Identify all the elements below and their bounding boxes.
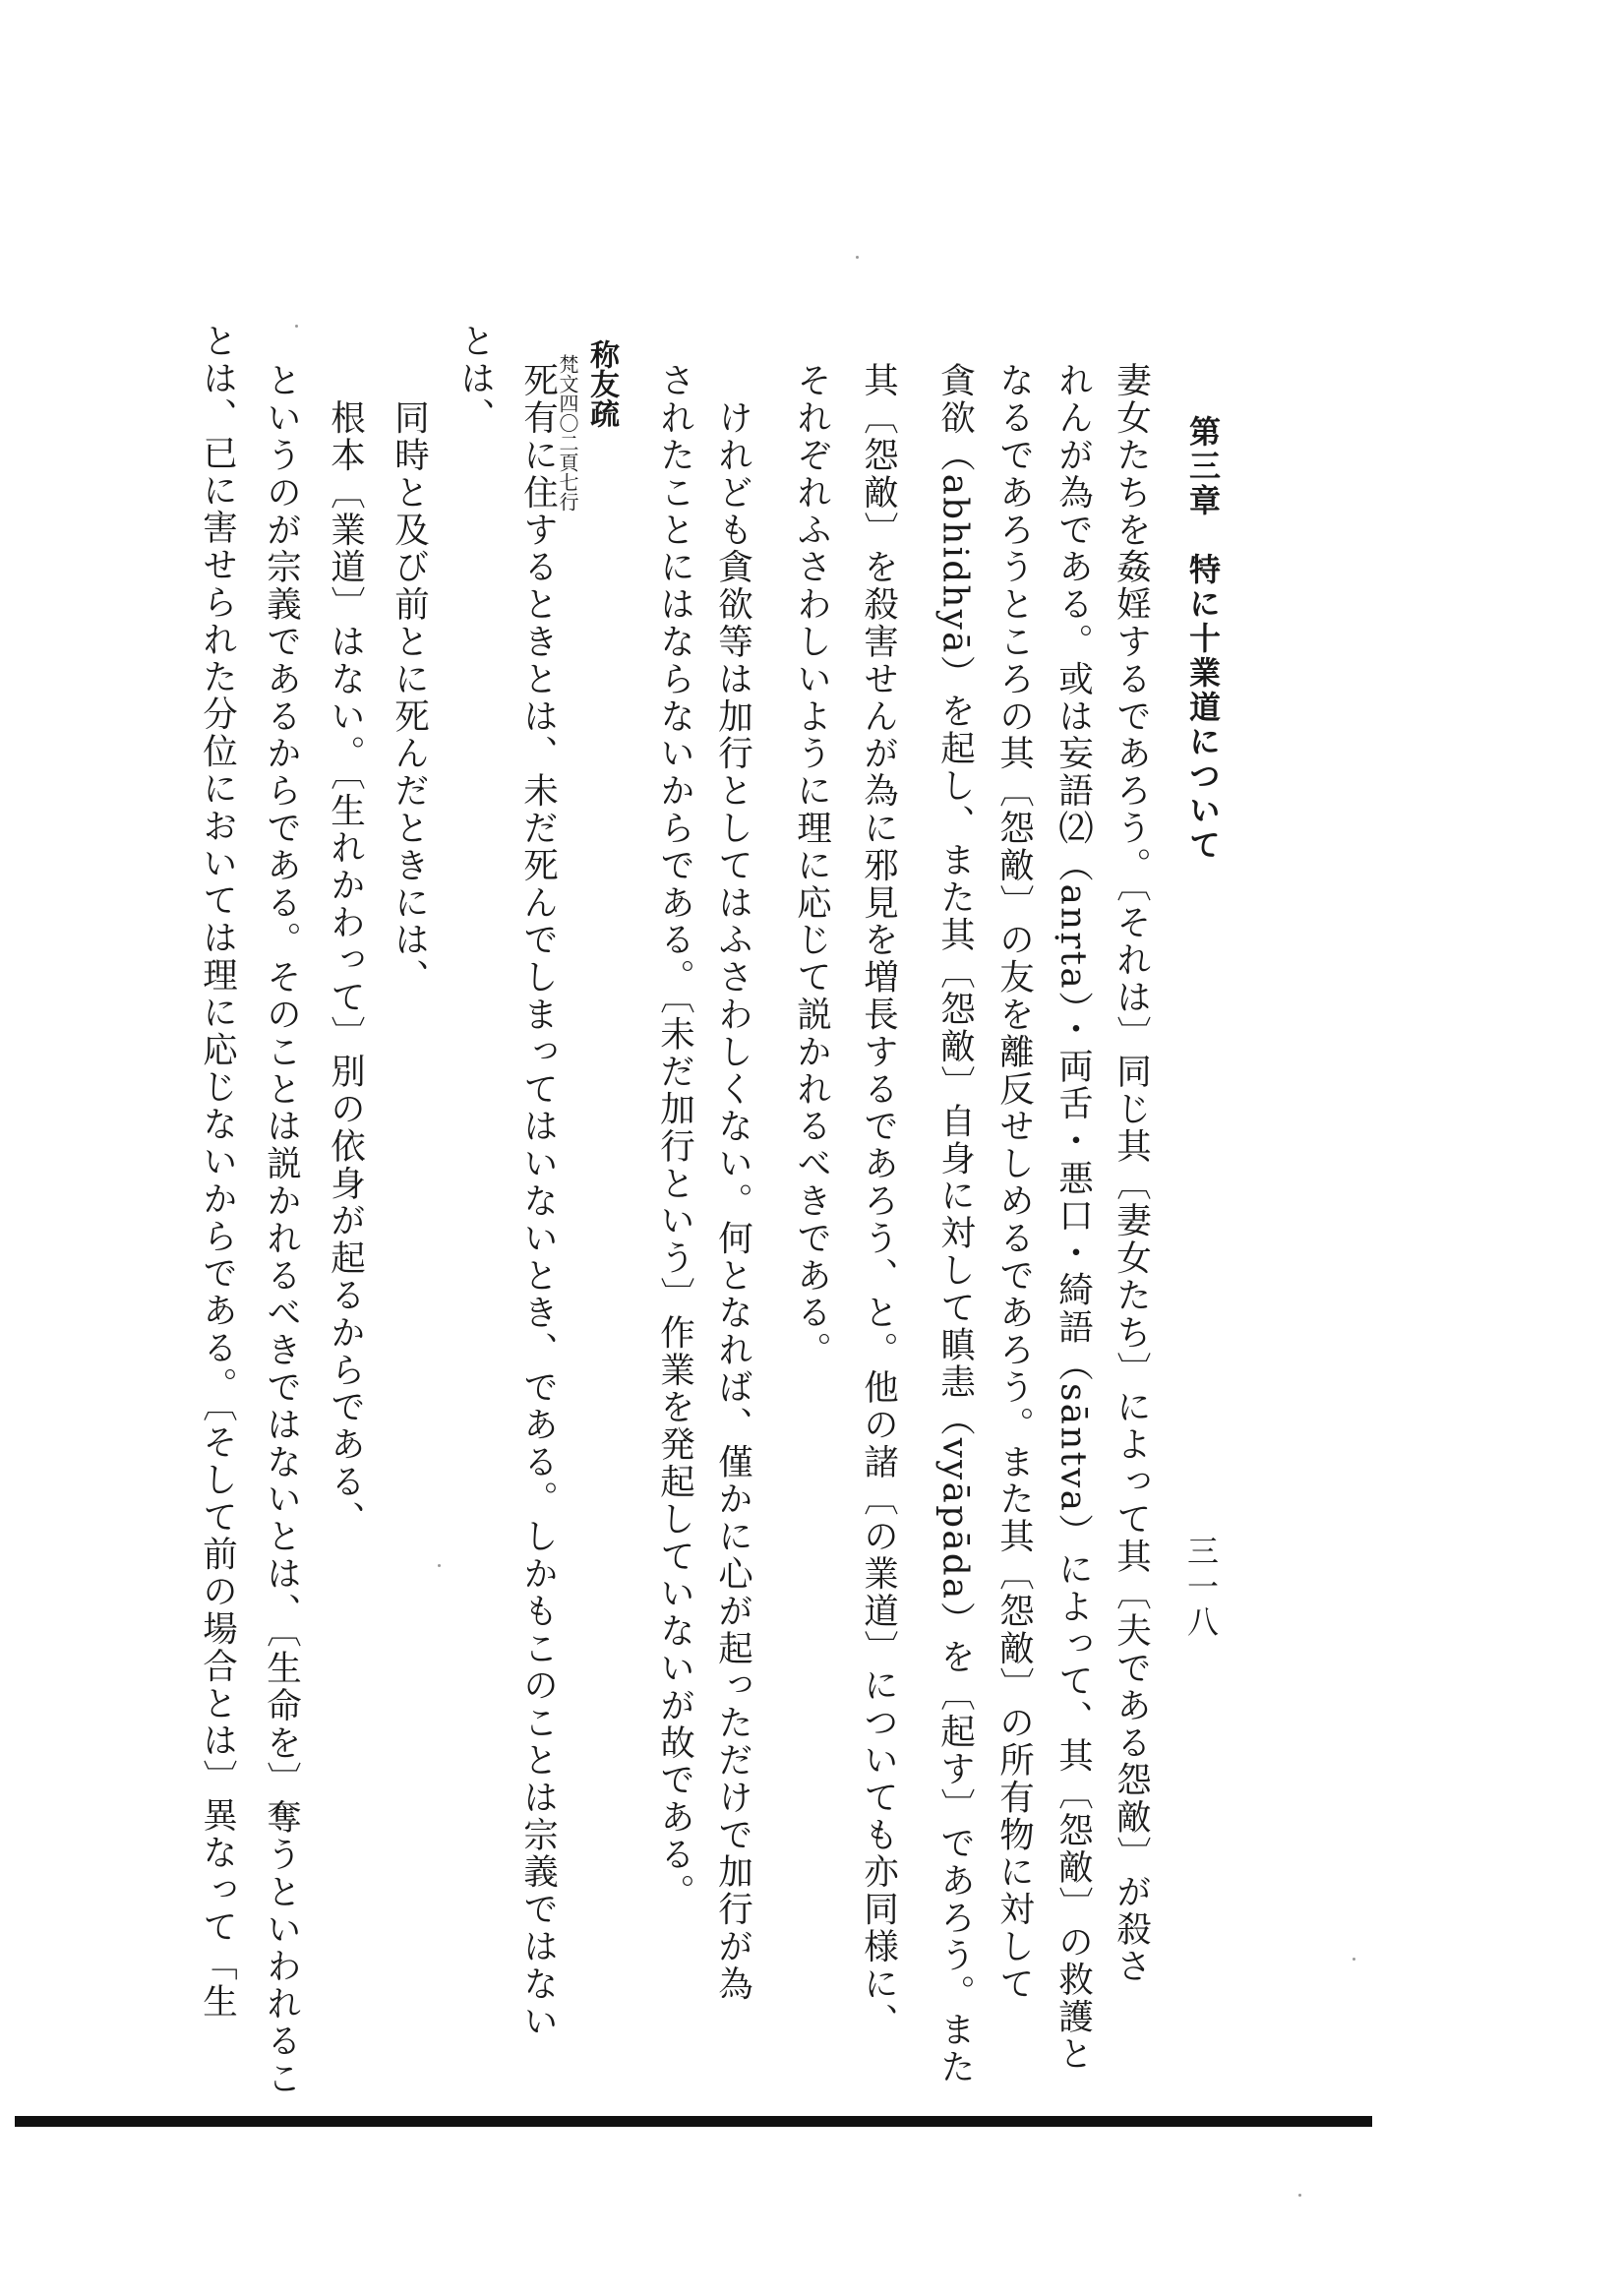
- scan-edge-bar: [15, 2116, 1372, 2127]
- body-column-6: それぞれふさわしいように理に応じて説かれるべきである。: [791, 362, 832, 1369]
- body-column-3: なるであろうところの其〔怨敵〕の友を離反せしめるであろう。また其〔怨敵〕の所有物に対して: [993, 362, 1035, 2003]
- body-column-5: 其〔怨敵〕を殺害せんが為に邪見を増長するであろう、と。他の諸〔の業道〕についても亦同様に、: [858, 362, 899, 2040]
- verse-line-1: 同時と及び前とに死んだときには、: [389, 362, 430, 997]
- scan-speck: [295, 325, 298, 328]
- margin-source-reference: 梵文四〇二頁七行: [556, 354, 579, 512]
- body-column-2: れんが為である。或は妄語⑵（anṛta）・両舌・悪口・綺語（sāntva）によって、其〔怨敵〕の救護と: [1053, 362, 1094, 2073]
- scan-speck: [856, 256, 859, 259]
- body-column-7: けれども貪欲等は加行としてはふさわしくない。何となれば、僅かに心が起っただけで加行が為: [712, 362, 753, 2003]
- body-column-1: 妻女たちを姦婬するであろう。〔それは〕同じ其〔妻女たち〕によって其〔夫である怨敵〕が殺さ: [1111, 362, 1152, 1985]
- body-column-8: されたことにはならないからである。〔未だ加行という〕作業を発起していないが故である。: [654, 362, 695, 1911]
- verse-line-2: 根本〔業道〕はない。〔生れかわって〕別の依身が起るからである、: [325, 362, 366, 1539]
- scan-speck: [1298, 2194, 1301, 2197]
- margin-source-title: 称友疏: [584, 339, 619, 428]
- scan-speck: [1353, 1958, 1355, 1961]
- body-column-13: というのが宗義であるからである。そのことは説かれるべきではないとは、〔生命を〕奪うといわれるこ: [261, 362, 302, 2097]
- body-column-9: 死有に住するときとは、未だ死んでしまってはいないとき、である。しかもこのことは宗義ではない: [517, 362, 559, 2040]
- page-number: 三一八: [1182, 1535, 1220, 1641]
- body-column-4: 貪欲（abhidhyā）を起し、また其〔怨敵〕自身に対して瞋恚（vyāpāda）を〔起す〕であろう。また: [934, 362, 976, 2086]
- body-column-14: とは、已に害せられた分位においては理に応じないからである。〔そして前の場合とは〕異なって「生: [197, 323, 238, 2021]
- chapter-header: 第三章 特に十業道について: [1184, 415, 1222, 863]
- body-column-10: とは、: [454, 323, 496, 435]
- scan-speck: [438, 1564, 441, 1567]
- scan-edge-mark: [1328, 2121, 1369, 2124]
